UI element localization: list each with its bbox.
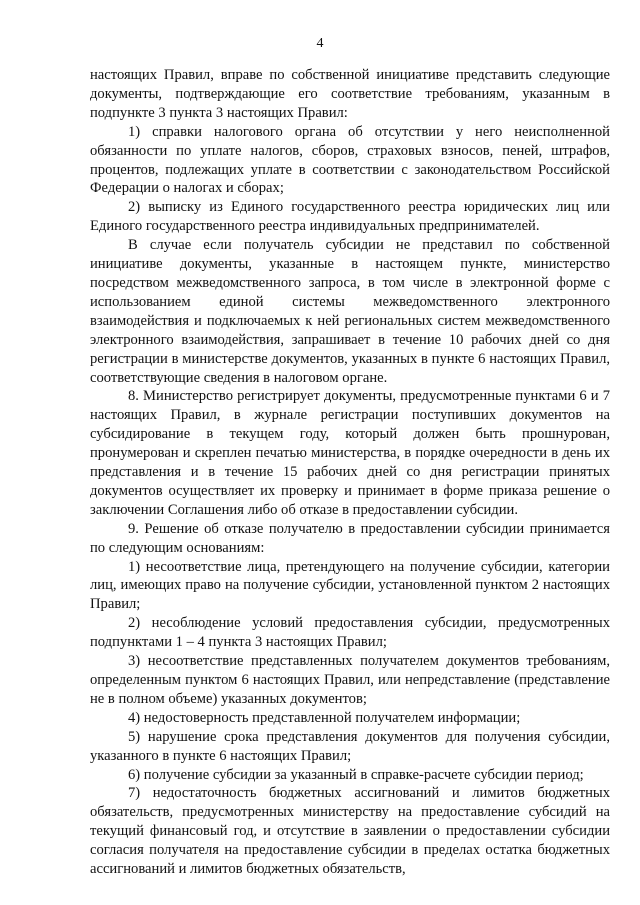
paragraph-clause-8: 8. Министерство регистрирует документы, предусмотренные пунктами 6 и 7 настоящих Правил, в журнале регистрации поступивших документов на субсидирование в текущем году, который должен быть прошнурован, пронумерован и скреплен печатью министерства, в порядке очередности в день их представления и в течение 15 рабочих дней со дня регистрации принятых документов осуществляет их проверку и принимает в форме приказа решение о заключении Соглашения либо об отказе в предоставлении субсидии. [90, 388, 610, 518]
paragraph-ground-6: 6) получение субсидии за указанный в справке-расчете субсидии период; [128, 766, 584, 783]
paragraph-item-2-registry-extract: 2) выписку из Единого государственного реестра юридических лиц или Единого государственного реестра индивидуальных предпринимателей. [90, 199, 610, 235]
paragraph-ground-5: 5) нарушение срока представления документов для получения субсидии, указанного в пункте 6 настоящих Правил; [90, 728, 610, 764]
paragraph-ground-7: 7) недостаточность бюджетных ассигнований и лимитов бюджетных обязательств, предусмотренных министерству на предоставление субсидий на текущий финансовый год, и отсутствие в заявлении о предоставлении субсидии согласия получателя на предоставление субсидии в пределах остатка бюджетных ассигнований и лимитов бюджетных обязательств, [90, 785, 610, 878]
document-body [90, 66, 610, 879]
paragraph-item-1-tax-certificate: 1) справки налогового органа об отсутствии у него неисполненной обязанности по уплате налогов, сборов, страховых взносов, пеней, штрафов, процентов, подлежащих уплате в соответствии с законодательством Российской Федерации о налогах и сборах; [90, 123, 610, 197]
paragraph-continuation: настоящих Правил, вправе по собственной инициативе представить следующие документы, подтверждающие его соответствие требованиям, указанным в подпункте 3 пункта 3 настоящих Правил: [90, 67, 610, 121]
paragraph-ground-1: 1) несоответствие лица, претендующего на получение субсидии, категории лиц, имеющих право на получение субсидии, установленной пунктом 2 настоящих Правил; [90, 558, 610, 613]
paragraph-clause-9: 9. Решение об отказе получателю в предоставлении субсидии принимается по следующим основаниям: [90, 520, 610, 556]
paragraph-ground-4: 4) недостоверность представленной получателем информации; [128, 709, 521, 726]
paragraph-interagency-request: В случае если получатель субсидии не представил по собственной инициативе документы, указанные в настоящем пункте, министерство посредством межведомственного запроса, в том числе в электронной форме с использованием единой системы межведомственного электронного взаимодействия и подключаемых к ней региональных систем межведомственного электронного взаимодействия, запрашивает в течение 10 рабочих дней со дня регистрации в министерстве документов, указанных в пункте 6 настоящих Правил, соответствующие сведения в налоговом органе. [90, 237, 610, 386]
page-number: 4 [316, 36, 324, 51]
paragraph-ground-2: 2) несоблюдение условий предоставления субсидии, предусмотренных подпунктами 1 – 4 пункта 3 настоящих Правил; [90, 615, 610, 651]
paragraph-ground-3: 3) несоответствие представленных получателем документов требованиям, определенным пунктом 6 настоящих Правил, или непредставление (представление не в полном объеме) указанных документов; [90, 653, 610, 707]
